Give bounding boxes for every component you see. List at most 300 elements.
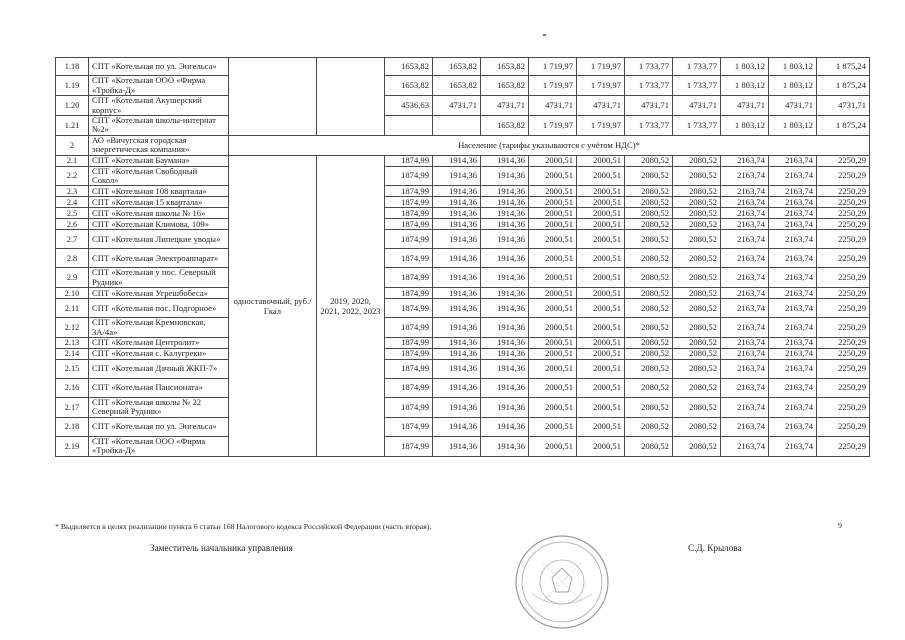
tariff-value: 2163,74	[769, 186, 817, 197]
footnote: * Выделяется в целях реализации пункта 6 статьи 168 Налогового кодекса Российской Федерации (часть вторая).	[55, 522, 432, 531]
tariff-value: 2000,51	[577, 379, 625, 398]
row-number: 2.5	[56, 208, 89, 219]
tariff-value: 2080,52	[625, 249, 673, 268]
tariff-value: 2163,74	[721, 197, 769, 208]
tariff-value: 2000,51	[577, 398, 625, 418]
tariff-value: 2080,52	[673, 197, 721, 208]
tariff-value: 2163,74	[721, 360, 769, 379]
tariff-value: 1914,36	[433, 230, 481, 249]
tariff-value: 1 803,12	[769, 58, 817, 76]
tariff-value: 4731,71	[577, 96, 625, 116]
official-stamp-seal	[512, 532, 612, 632]
tariff-value: 2163,74	[769, 417, 817, 436]
table-row	[56, 249, 870, 268]
tariff-value: 1874,99	[385, 379, 433, 398]
tariff-value: 2250,29	[817, 166, 870, 186]
row-name: СПТ «Котельная Кремновская, 3А/4а»	[89, 318, 229, 338]
tariff-value: 2000,51	[577, 166, 625, 186]
row-number: 2.9	[56, 268, 89, 288]
tariff-value: 4731,71	[817, 96, 870, 116]
tariff-value: 1914,36	[481, 268, 529, 288]
tariff-value: 1874,99	[385, 436, 433, 456]
tariff-value: 1914,36	[433, 299, 481, 318]
tariff-value: 2080,52	[625, 360, 673, 379]
tariff-value: 1653,82	[385, 76, 433, 96]
tariff-value: 1 733,77	[673, 58, 721, 76]
tariff-value: 2080,52	[673, 186, 721, 197]
tariff-value: 1914,36	[481, 155, 529, 166]
tariff-value: 2000,51	[529, 379, 577, 398]
tariff-value: 1653,82	[481, 116, 529, 136]
tariff-value: 1914,36	[481, 436, 529, 456]
tariff-value: 2000,51	[529, 299, 577, 318]
tariff-value: 2250,29	[817, 288, 870, 299]
tariff-table-body	[56, 58, 870, 457]
row-name: СПТ «Котельная ООО «Фирма «Тройка-Д»	[89, 76, 229, 96]
tariff-value: 4536,63	[385, 96, 433, 116]
tariff-value: 2080,52	[625, 379, 673, 398]
table-row	[56, 166, 870, 186]
tariff-value: 2163,74	[721, 166, 769, 186]
tariff-value: 2080,52	[625, 398, 673, 418]
tariff-value: 1914,36	[433, 186, 481, 197]
tariff-value: 2000,51	[577, 318, 625, 338]
tariff-value: 1 719,97	[577, 76, 625, 96]
table-row	[56, 318, 870, 338]
row-name: СПТ «Котельная по ул. Энгельса»	[89, 417, 229, 436]
tariff-value: 2000,51	[577, 155, 625, 166]
tariff-value: 2000,51	[529, 338, 577, 349]
tariff-value: 2000,51	[529, 417, 577, 436]
tariff-value: 2000,51	[577, 436, 625, 456]
tariff-value	[385, 116, 433, 136]
row-name: СПТ «Котельная Баумана»	[89, 155, 229, 166]
tariff-value: 1874,99	[385, 208, 433, 219]
scan-speck	[543, 34, 546, 36]
tariff-value: 1914,36	[433, 436, 481, 456]
row-name: СПТ «Котельная ООО «Фирма «Тройка-Д»	[89, 436, 229, 456]
row-number: 2.19	[56, 436, 89, 456]
tariff-value: 1874,99	[385, 288, 433, 299]
tariff-value: 1 719,97	[577, 58, 625, 76]
tariff-value: 1914,36	[433, 417, 481, 436]
tariff-value: 2080,52	[625, 338, 673, 349]
years-cell-top	[317, 58, 385, 136]
table-row	[56, 208, 870, 219]
tariff-value: 2250,29	[817, 155, 870, 166]
tariff-value: 1 803,12	[721, 116, 769, 136]
tariff-value: 1 803,12	[721, 58, 769, 76]
tariff-value: 2080,52	[673, 299, 721, 318]
tariff-value: 2080,52	[625, 349, 673, 360]
row-number: 2.15	[56, 360, 89, 379]
row-number: 2.1	[56, 155, 89, 166]
tariff-value: 1874,99	[385, 338, 433, 349]
section-note: Население (тарифы указываются с учётом НДС)*	[229, 135, 870, 155]
tariff-value: 2163,74	[769, 338, 817, 349]
tariff-value: 1874,99	[385, 186, 433, 197]
tariff-value: 2080,52	[625, 318, 673, 338]
tariff-value: 1874,99	[385, 249, 433, 268]
tariff-value: 1914,36	[481, 417, 529, 436]
tariff-value: 2080,52	[625, 268, 673, 288]
tariff-value: 1 719,97	[529, 58, 577, 76]
tariff-value: 2000,51	[529, 155, 577, 166]
tariff-value: 4731,71	[481, 96, 529, 116]
tariff-value: 2250,29	[817, 299, 870, 318]
tariff-value: 1914,36	[481, 230, 529, 249]
tariff-value: 1 719,97	[577, 116, 625, 136]
tariff-value: 1 733,77	[673, 76, 721, 96]
tariff-value: 1914,36	[481, 360, 529, 379]
row-number: 2.17	[56, 398, 89, 418]
tariff-value: 2000,51	[529, 249, 577, 268]
row-name: СПТ «Котельная школы № 22 Северный Рудник»	[89, 398, 229, 418]
tariff-value: 2080,52	[673, 219, 721, 230]
tariff-value: 2163,74	[769, 349, 817, 360]
row-name: СПТ «Котельная Акушерский корпус»	[89, 96, 229, 116]
row-number: 2.10	[56, 288, 89, 299]
row-name: СПТ «Котельная школы-интернат №2»	[89, 116, 229, 136]
tariff-value: 2080,52	[673, 288, 721, 299]
table-row	[56, 116, 870, 136]
table-row	[56, 155, 870, 166]
tariff-value: 2163,74	[769, 197, 817, 208]
tariff-value: 1653,82	[385, 58, 433, 76]
row-number: 2.6	[56, 219, 89, 230]
tariff-value: 1914,36	[433, 219, 481, 230]
tariff-value: 2080,52	[625, 436, 673, 456]
row-number: 1.20	[56, 96, 89, 116]
tariff-value: 2163,74	[769, 288, 817, 299]
tariff-value: 1874,99	[385, 417, 433, 436]
tariff-value: 2163,74	[721, 219, 769, 230]
tariff-value: 2080,52	[673, 417, 721, 436]
tariff-value: 2250,29	[817, 186, 870, 197]
tariff-value: 1874,99	[385, 349, 433, 360]
tariff-value: 4731,71	[433, 96, 481, 116]
tariff-value: 2080,52	[625, 197, 673, 208]
tariff-value: 2163,74	[769, 318, 817, 338]
tariff-value: 2000,51	[577, 288, 625, 299]
tariff-value: 2250,29	[817, 379, 870, 398]
row-name: СПТ «Котельная Пансионата»	[89, 379, 229, 398]
tariff-value: 2000,51	[577, 360, 625, 379]
tariff-value: 1 875,24	[817, 76, 870, 96]
table-row	[56, 398, 870, 418]
tariff-value: 2000,51	[529, 208, 577, 219]
tariff-value: 4731,71	[529, 96, 577, 116]
tariff-value: 2250,29	[817, 230, 870, 249]
tariff-value: 2163,74	[721, 288, 769, 299]
tariff-value: 4731,71	[625, 96, 673, 116]
tariff-value: 1874,99	[385, 360, 433, 379]
tariff-value: 1874,99	[385, 197, 433, 208]
tariff-value: 2080,52	[625, 155, 673, 166]
row-name: СПТ «Котельная школы № 16»	[89, 208, 229, 219]
unit-cell: одноставочный, руб./Гкал	[229, 155, 317, 456]
tariff-value: 2163,74	[721, 186, 769, 197]
tariff-value: 1874,99	[385, 318, 433, 338]
tariff-value: 2000,51	[577, 230, 625, 249]
tariff-value: 1914,36	[481, 299, 529, 318]
row-number: 2.13	[56, 338, 89, 349]
tariff-value: 2163,74	[769, 379, 817, 398]
row-number: 2.7	[56, 230, 89, 249]
tariff-value: 2250,29	[817, 268, 870, 288]
tariff-value: 1914,36	[433, 318, 481, 338]
tariff-value: 1 803,12	[769, 116, 817, 136]
tariff-value: 2000,51	[577, 299, 625, 318]
tariff-value: 2000,51	[577, 249, 625, 268]
tariff-value: 1914,36	[433, 360, 481, 379]
years-cell: 2019, 2020, 2021, 2022, 2023	[317, 155, 385, 456]
tariff-value: 2250,29	[817, 208, 870, 219]
tariff-value: 1874,99	[385, 299, 433, 318]
tariff-value: 2080,52	[625, 299, 673, 318]
table-row	[56, 349, 870, 360]
tariff-value: 2080,52	[673, 349, 721, 360]
tariff-value: 1914,36	[433, 197, 481, 208]
tariff-value: 1914,36	[481, 338, 529, 349]
tariff-value: 2163,74	[721, 268, 769, 288]
tariff-value: 1653,82	[433, 58, 481, 76]
row-number: 1.19	[56, 76, 89, 96]
table-row	[56, 186, 870, 197]
tariff-value: 1 875,24	[817, 58, 870, 76]
tariff-value: 2000,51	[529, 268, 577, 288]
tariff-value: 2163,74	[721, 230, 769, 249]
row-number: 2.8	[56, 249, 89, 268]
tariff-value: 2163,74	[721, 249, 769, 268]
tariff-value: 2080,52	[673, 379, 721, 398]
tariff-value: 2000,51	[577, 197, 625, 208]
tariff-value: 2000,51	[577, 338, 625, 349]
table-row	[56, 379, 870, 398]
tariff-value: 1914,36	[481, 208, 529, 219]
tariff-value: 2250,29	[817, 318, 870, 338]
tariff-value: 2250,29	[817, 197, 870, 208]
tariff-value: 2000,51	[577, 349, 625, 360]
tariff-value: 1914,36	[433, 338, 481, 349]
tariff-value: 1914,36	[433, 208, 481, 219]
tariff-value: 2163,74	[769, 360, 817, 379]
section-name: АО «Вичугская городская энергетическая компания»	[89, 135, 229, 155]
tariff-value: 2080,52	[673, 208, 721, 219]
tariff-value: 2163,74	[721, 155, 769, 166]
row-name: СПТ «Котельная с. Калугреки»	[89, 349, 229, 360]
tariff-value: 2000,51	[577, 186, 625, 197]
table-row	[56, 299, 870, 318]
tariff-value: 1914,36	[433, 155, 481, 166]
row-name: СПТ «Котельная Центролит»	[89, 338, 229, 349]
row-number: 1.21	[56, 116, 89, 136]
tariff-value: 4731,71	[673, 96, 721, 116]
table-row	[56, 230, 870, 249]
tariff-value: 1914,36	[481, 219, 529, 230]
tariff-value: 1874,99	[385, 230, 433, 249]
tariff-value: 2080,52	[673, 436, 721, 456]
row-name: СПТ «Котельная пос. Подгорное»	[89, 299, 229, 318]
tariff-value: 2000,51	[529, 186, 577, 197]
tariff-value: 2000,51	[577, 417, 625, 436]
table-row	[56, 338, 870, 349]
tariff-value: 2080,52	[625, 166, 673, 186]
table-row	[56, 219, 870, 230]
tariff-value: 1874,99	[385, 268, 433, 288]
tariff-value: 2080,52	[625, 230, 673, 249]
tariff-value: 2000,51	[529, 288, 577, 299]
tariff-value: 1874,99	[385, 398, 433, 418]
row-name: СПТ «Котельная Свободный Сокол»	[89, 166, 229, 186]
tariff-value: 1874,99	[385, 219, 433, 230]
table-row	[56, 436, 870, 456]
tariff-value: 2163,74	[769, 155, 817, 166]
tariff-value: 2163,74	[769, 398, 817, 418]
tariff-value: 1914,36	[481, 186, 529, 197]
signature-name: С.Д. Крылова	[688, 543, 742, 553]
tariff-value: 1 733,77	[673, 116, 721, 136]
tariff-value: 2250,29	[817, 338, 870, 349]
tariff-value: 2163,74	[769, 219, 817, 230]
row-name: СПТ «Котельная у пос. Северный Рудник»	[89, 268, 229, 288]
tariff-value: 2080,52	[625, 219, 673, 230]
row-name: СПТ «Котельная Электроаппарат»	[89, 249, 229, 268]
unit-cell-top	[229, 58, 317, 136]
page-number: 9	[838, 521, 842, 530]
tariff-value: 2163,74	[721, 299, 769, 318]
tariff-value: 2250,29	[817, 349, 870, 360]
tariff-value: 1653,82	[481, 76, 529, 96]
tariff-value: 2080,52	[625, 186, 673, 197]
tariff-value: 2000,51	[529, 349, 577, 360]
tariff-value: 2163,74	[769, 299, 817, 318]
tariff-value: 2250,29	[817, 436, 870, 456]
row-name: СПТ «Котельная Угрешбобеса»	[89, 288, 229, 299]
tariff-value: 2080,52	[673, 398, 721, 418]
tariff-value: 2080,52	[625, 208, 673, 219]
tariff-value: 1914,36	[433, 349, 481, 360]
tariff-value	[433, 116, 481, 136]
row-number: 2.16	[56, 379, 89, 398]
table-row	[56, 58, 870, 76]
tariff-value: 1 719,97	[529, 116, 577, 136]
tariff-value: 2250,29	[817, 417, 870, 436]
row-name: СПТ «Котельная Климова, 109»	[89, 219, 229, 230]
table-row	[56, 360, 870, 379]
tariff-value: 2250,29	[817, 360, 870, 379]
tariff-value: 2080,52	[673, 166, 721, 186]
tariff-value: 2163,74	[721, 379, 769, 398]
tariff-value: 1914,36	[481, 379, 529, 398]
row-number: 2.11	[56, 299, 89, 318]
tariff-value: 1 719,97	[529, 76, 577, 96]
table-row	[56, 76, 870, 96]
tariff-table	[55, 57, 870, 457]
tariff-value: 1914,36	[481, 318, 529, 338]
tariff-value: 2163,74	[721, 417, 769, 436]
tariff-value: 2000,51	[529, 318, 577, 338]
section-row	[56, 135, 870, 155]
tariff-value: 1 875,24	[817, 116, 870, 136]
tariff-value: 2080,52	[673, 268, 721, 288]
tariff-value: 2163,74	[769, 230, 817, 249]
tariff-value: 2163,74	[721, 338, 769, 349]
tariff-value: 1914,36	[481, 197, 529, 208]
tariff-value: 2163,74	[769, 208, 817, 219]
signature-title: Заместитель начальника управления	[150, 543, 293, 553]
row-number: 2.12	[56, 318, 89, 338]
tariff-value: 1914,36	[481, 166, 529, 186]
table-row	[56, 96, 870, 116]
tariff-value: 2163,74	[769, 436, 817, 456]
tariff-value: 2000,51	[529, 436, 577, 456]
row-name: СПТ «Котельная Липецкие уводы»	[89, 230, 229, 249]
tariff-value: 2000,51	[577, 268, 625, 288]
tariff-value: 1914,36	[481, 288, 529, 299]
tariff-value: 1914,36	[433, 268, 481, 288]
tariff-value: 1914,36	[433, 249, 481, 268]
tariff-value: 1914,36	[433, 288, 481, 299]
tariff-value: 1914,36	[433, 166, 481, 186]
tariff-value: 2163,74	[721, 318, 769, 338]
tariff-value: 2163,74	[721, 208, 769, 219]
tariff-value: 2163,74	[721, 349, 769, 360]
tariff-value: 2080,52	[673, 155, 721, 166]
tariff-value: 1 733,77	[625, 76, 673, 96]
tariff-value: 1653,82	[481, 58, 529, 76]
tariff-value: 1914,36	[481, 349, 529, 360]
row-name: СПТ «Котельная по ул. Энгельса»	[89, 58, 229, 76]
tariff-value: 2000,51	[529, 219, 577, 230]
tariff-value: 2163,74	[721, 436, 769, 456]
tariff-value: 1914,36	[433, 398, 481, 418]
tariff-value: 2250,29	[817, 219, 870, 230]
tariff-value: 2000,51	[529, 398, 577, 418]
tariff-value: 2163,74	[769, 268, 817, 288]
tariff-value: 4731,71	[769, 96, 817, 116]
tariff-value: 2080,52	[673, 318, 721, 338]
tariff-value: 1653,82	[433, 76, 481, 96]
tariff-value: 1 803,12	[721, 76, 769, 96]
tariff-value: 2000,51	[529, 230, 577, 249]
tariff-value: 1874,99	[385, 155, 433, 166]
tariff-value: 1874,99	[385, 166, 433, 186]
tariff-value: 1914,36	[433, 379, 481, 398]
table-row	[56, 197, 870, 208]
row-name: СПТ «Котельная 108 квартала»	[89, 186, 229, 197]
row-number: 1.18	[56, 58, 89, 76]
tariff-value: 2163,74	[769, 166, 817, 186]
tariff-value: 1914,36	[481, 398, 529, 418]
tariff-value: 2163,74	[721, 398, 769, 418]
tariff-value: 2080,52	[673, 338, 721, 349]
row-number: 2.18	[56, 417, 89, 436]
table-row	[56, 288, 870, 299]
tariff-value: 2000,51	[529, 166, 577, 186]
tariff-value: 1 733,77	[625, 116, 673, 136]
tariff-value: 2000,51	[529, 360, 577, 379]
tariff-value: 2163,74	[769, 249, 817, 268]
tariff-value: 2080,52	[625, 288, 673, 299]
tariff-value: 2000,51	[529, 197, 577, 208]
tariff-value: 1914,36	[481, 249, 529, 268]
tariff-value: 2080,52	[673, 230, 721, 249]
row-number: 2.14	[56, 349, 89, 360]
table-row	[56, 268, 870, 288]
row-name: СПТ «Котельная Дачный ЖКП-7»	[89, 360, 229, 379]
row-name: СПТ «Котельная 15 квартала»	[89, 197, 229, 208]
